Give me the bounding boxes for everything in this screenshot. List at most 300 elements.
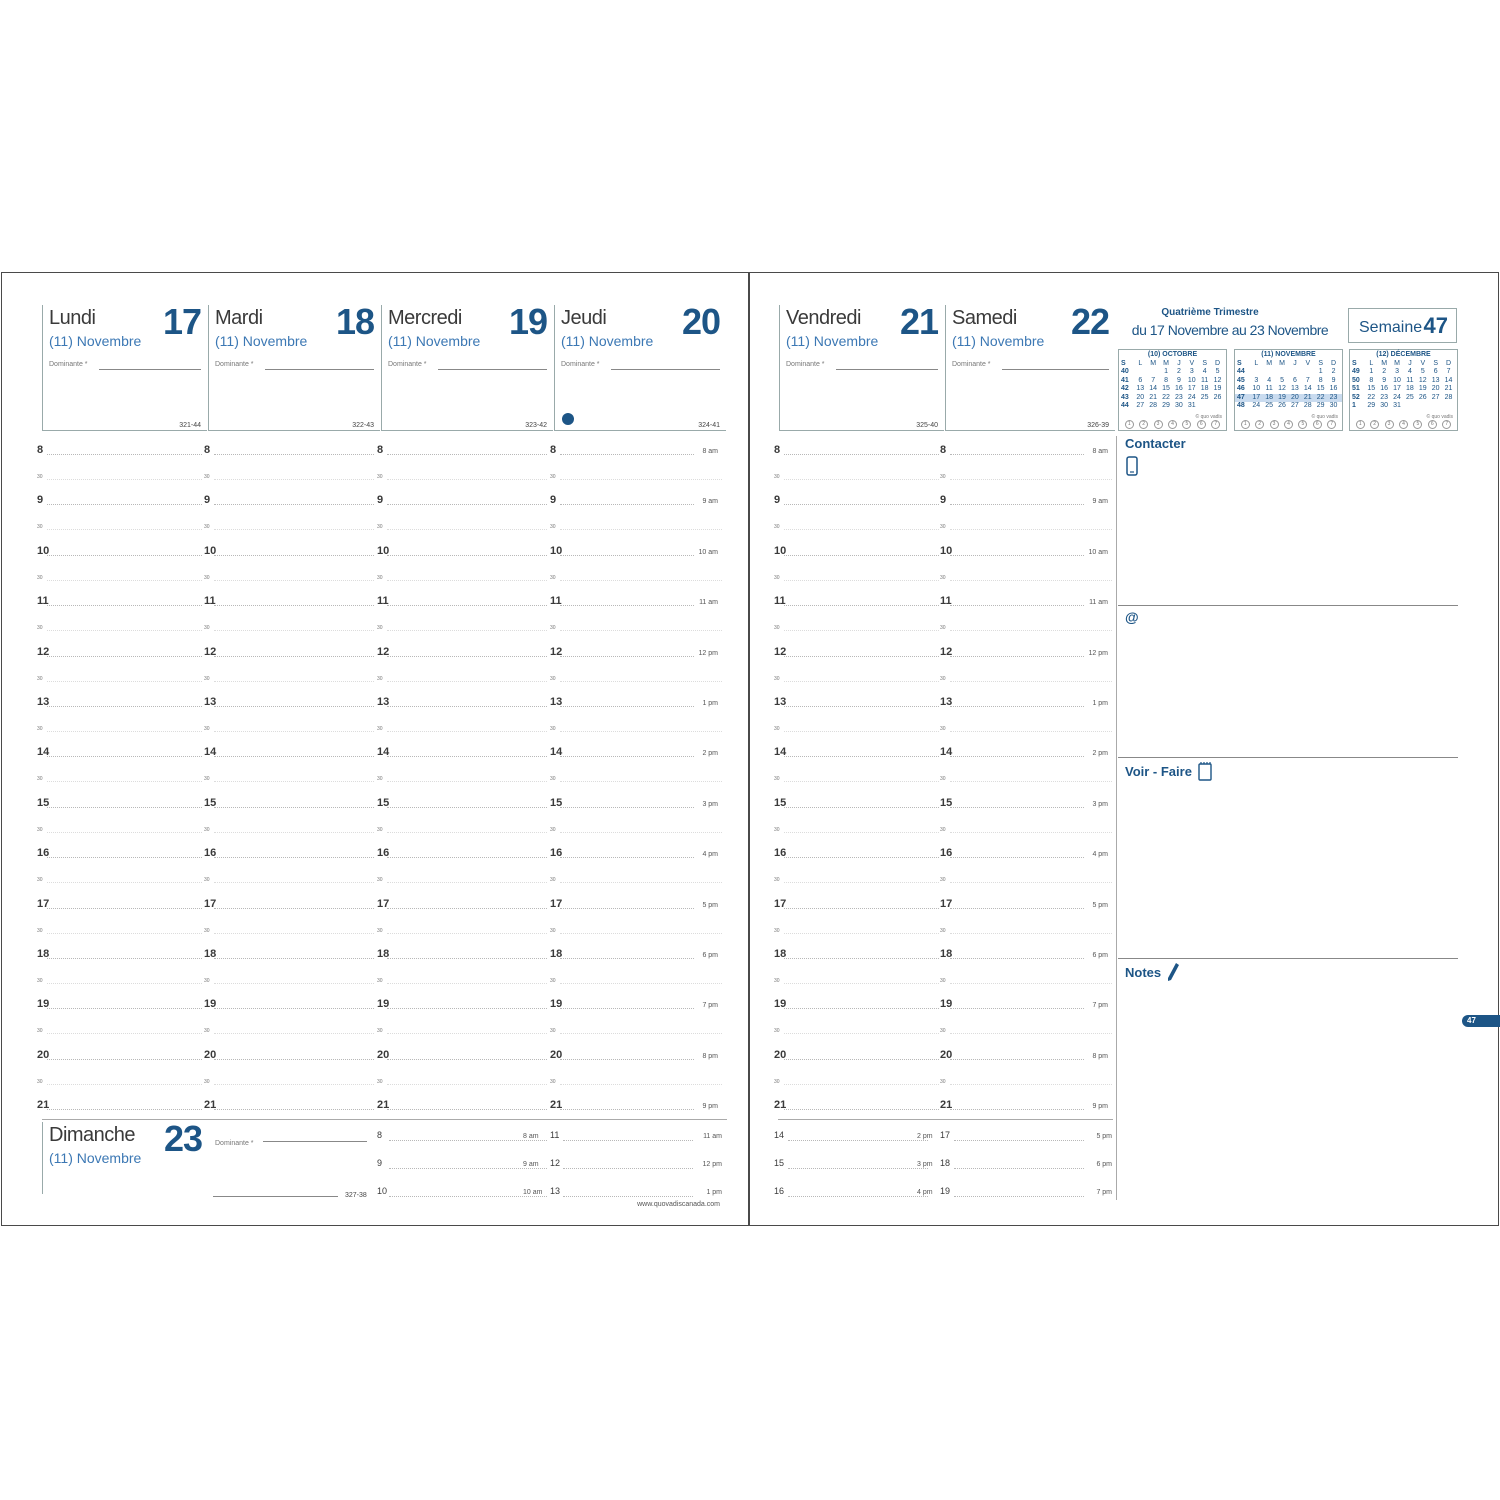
half-hour-line[interactable] bbox=[47, 529, 202, 530]
half-hour-label: 30 bbox=[550, 574, 556, 581]
hour-line[interactable] bbox=[47, 1008, 202, 1009]
weekday-label: M bbox=[1381, 360, 1388, 367]
half-hour-line[interactable] bbox=[950, 781, 1112, 782]
half-hour-line[interactable] bbox=[47, 933, 202, 934]
extra-line[interactable] bbox=[788, 1168, 928, 1169]
mini-calendar-day: 2 bbox=[1331, 368, 1336, 376]
half-hour-line[interactable] bbox=[950, 681, 1112, 682]
hour-line[interactable] bbox=[560, 605, 694, 606]
ampm-label: 7 pm bbox=[1092, 1002, 1108, 1010]
hour-line[interactable] bbox=[560, 1008, 694, 1009]
hour-line[interactable] bbox=[784, 454, 939, 455]
hour-label: 17 bbox=[204, 897, 217, 910]
hour-line[interactable] bbox=[47, 555, 202, 556]
half-hour-line[interactable] bbox=[214, 1033, 374, 1034]
hour-label: 12 bbox=[774, 645, 787, 658]
half-hour-line[interactable] bbox=[387, 479, 547, 480]
hour-label: 8 bbox=[204, 444, 211, 456]
extra-slot bbox=[774, 1186, 1112, 1202]
hour-line[interactable] bbox=[950, 706, 1084, 707]
dominante-line bbox=[836, 369, 938, 370]
hour-line[interactable] bbox=[560, 1059, 694, 1060]
hour-line[interactable] bbox=[387, 958, 547, 959]
half-hour-line[interactable] bbox=[950, 983, 1112, 984]
mini-calendar-day: 23 bbox=[1380, 393, 1389, 401]
hour-line[interactable] bbox=[387, 857, 547, 858]
mini-calendar-day: 15 bbox=[1162, 385, 1170, 393]
mini-calendar-day bbox=[1416, 402, 1429, 410]
half-hour-line[interactable] bbox=[784, 1084, 939, 1085]
mini-calendar-day: 50 bbox=[1352, 376, 1360, 384]
half-hour-line[interactable] bbox=[214, 983, 374, 984]
hour-line[interactable] bbox=[387, 807, 547, 808]
hour-line[interactable] bbox=[47, 656, 202, 657]
extra-ampm: 3 pm bbox=[917, 1161, 933, 1168]
mini-calendar-day: 7 bbox=[1305, 376, 1310, 384]
mini-calendar-day: 29 bbox=[1162, 402, 1170, 410]
half-hour-line[interactable] bbox=[950, 529, 1112, 530]
mini-calendar-day: 20 bbox=[1136, 393, 1145, 401]
notepad-icon bbox=[1197, 761, 1213, 781]
half-hour-line[interactable] bbox=[214, 933, 374, 934]
half-hour-line[interactable] bbox=[560, 580, 722, 581]
mini-calendar-day: 30 bbox=[1175, 402, 1183, 410]
hour-label: 15 bbox=[37, 796, 50, 809]
hour-line[interactable] bbox=[950, 656, 1084, 657]
ampm-label: 3 pm bbox=[1092, 800, 1108, 808]
mini-calendar-credit: © quo vadis bbox=[1311, 414, 1338, 420]
hour-label: 15 bbox=[550, 796, 563, 809]
half-hour-line[interactable] bbox=[387, 781, 547, 782]
hour-line[interactable] bbox=[214, 706, 374, 707]
day-code: 325-40 bbox=[916, 422, 938, 429]
sunday-hour: 12 bbox=[550, 1158, 561, 1168]
half-hour-line[interactable] bbox=[784, 983, 939, 984]
hour-line[interactable] bbox=[47, 1109, 202, 1110]
hour-line[interactable] bbox=[784, 857, 939, 858]
half-hour-line[interactable] bbox=[950, 933, 1112, 934]
ampm-label: 11 am bbox=[699, 599, 718, 607]
half-hour-label: 30 bbox=[550, 877, 556, 884]
half-hour-line[interactable] bbox=[560, 731, 722, 732]
mini-calendar-day: 27 bbox=[1136, 402, 1145, 410]
hour-line[interactable] bbox=[784, 504, 939, 505]
hour-line[interactable] bbox=[950, 1059, 1084, 1060]
mini-calendar-day: 31 bbox=[1187, 402, 1196, 410]
extra-line[interactable] bbox=[954, 1140, 1084, 1141]
half-hour-line[interactable] bbox=[950, 630, 1112, 631]
hour-line[interactable] bbox=[47, 504, 202, 505]
half-hour-label: 30 bbox=[774, 927, 780, 934]
hour-line[interactable] bbox=[387, 605, 547, 606]
half-hour-line[interactable] bbox=[47, 731, 202, 732]
hour-line[interactable] bbox=[560, 454, 694, 455]
hour-line[interactable] bbox=[214, 756, 374, 757]
hour-line[interactable] bbox=[214, 958, 374, 959]
weekday-label: M bbox=[1279, 360, 1285, 367]
hour-line[interactable] bbox=[560, 706, 694, 707]
hour-label: 11 bbox=[550, 595, 562, 608]
hour-label: 14 bbox=[774, 746, 787, 759]
dominante-label: Dominante * bbox=[49, 361, 88, 368]
half-hour-label: 30 bbox=[37, 927, 43, 934]
hour-line[interactable] bbox=[387, 706, 547, 707]
half-hour-line[interactable] bbox=[47, 781, 202, 782]
half-hour-line[interactable] bbox=[214, 580, 374, 581]
half-hour-line[interactable] bbox=[560, 479, 722, 480]
half-hour-line[interactable] bbox=[784, 832, 939, 833]
half-hour-label: 30 bbox=[37, 776, 43, 783]
hour-line[interactable] bbox=[47, 807, 202, 808]
mini-calendar-day: 8 bbox=[1318, 376, 1323, 384]
day-name: Mercredi bbox=[388, 307, 462, 329]
weekday-label: V bbox=[1189, 360, 1195, 367]
half-hour-line[interactable] bbox=[784, 731, 939, 732]
day-number: 22 bbox=[1070, 301, 1109, 342]
half-hour-label: 30 bbox=[550, 675, 556, 682]
sunday-slot bbox=[377, 1158, 722, 1174]
hour-line[interactable] bbox=[950, 908, 1084, 909]
mini-calendar-day: 29 bbox=[1316, 402, 1325, 410]
hour-line[interactable] bbox=[214, 454, 374, 455]
day-code: 322-43 bbox=[352, 422, 374, 429]
half-hour-line[interactable] bbox=[560, 630, 722, 631]
hour-line[interactable] bbox=[387, 656, 547, 657]
hour-line[interactable] bbox=[47, 857, 202, 858]
half-hour-line[interactable] bbox=[387, 580, 547, 581]
half-hour-line[interactable] bbox=[950, 1084, 1112, 1085]
weekday-label: J bbox=[1293, 360, 1297, 367]
half-hour-label: 30 bbox=[550, 826, 556, 833]
hour-label: 11 bbox=[940, 595, 952, 608]
half-hour-line[interactable] bbox=[214, 832, 374, 833]
half-hour-line[interactable] bbox=[560, 681, 722, 682]
mini-calendar-day: 14 bbox=[1149, 385, 1158, 393]
day-number: 21 bbox=[899, 301, 938, 342]
day-circle: 2 bbox=[1370, 420, 1379, 429]
hour-line[interactable] bbox=[47, 605, 202, 606]
half-hour-line[interactable] bbox=[214, 529, 374, 530]
half-hour-label: 30 bbox=[377, 826, 383, 833]
half-hour-label: 30 bbox=[377, 776, 383, 783]
sunday-line[interactable] bbox=[389, 1140, 547, 1141]
dominante-line bbox=[265, 369, 374, 370]
half-hour-line[interactable] bbox=[784, 781, 939, 782]
hour-line[interactable] bbox=[387, 454, 547, 455]
half-hour-line[interactable] bbox=[214, 731, 374, 732]
mini-calendar-day: 1 bbox=[1369, 368, 1374, 376]
week-label: Semaine bbox=[1359, 319, 1423, 336]
half-hour-line[interactable] bbox=[214, 479, 374, 480]
half-hour-line[interactable] bbox=[784, 882, 939, 883]
mini-calendar-day: 41 bbox=[1121, 376, 1129, 384]
dominante-label: Dominante * bbox=[786, 361, 825, 368]
half-hour-line[interactable] bbox=[784, 479, 939, 480]
half-hour-line[interactable] bbox=[784, 681, 939, 682]
hour-line[interactable] bbox=[784, 1059, 939, 1060]
day-circle: 4 bbox=[1168, 420, 1177, 429]
half-hour-label: 30 bbox=[204, 877, 210, 884]
hour-label: 16 bbox=[204, 847, 217, 860]
extra-line[interactable] bbox=[788, 1140, 928, 1141]
half-hour-line[interactable] bbox=[387, 1084, 547, 1085]
hour-label: 18 bbox=[774, 948, 787, 960]
hour-line[interactable] bbox=[214, 857, 374, 858]
extra-line[interactable] bbox=[954, 1168, 1084, 1169]
half-hour-line[interactable] bbox=[950, 479, 1112, 480]
half-hour-line[interactable] bbox=[560, 983, 722, 984]
hour-line[interactable] bbox=[784, 555, 939, 556]
sunday-line[interactable] bbox=[389, 1168, 547, 1169]
sunday-dominante-line-2 bbox=[213, 1196, 338, 1197]
half-hour-line[interactable] bbox=[560, 882, 722, 883]
half-hour-line[interactable] bbox=[47, 882, 202, 883]
hour-line[interactable] bbox=[950, 1109, 1084, 1110]
hour-line[interactable] bbox=[950, 807, 1084, 808]
day-circle: 2 bbox=[1255, 420, 1264, 429]
sunday-ampm: 9 am bbox=[523, 1161, 539, 1168]
mini-calendar-title: (11) NOVEMBRE bbox=[1261, 351, 1316, 358]
hour-line[interactable] bbox=[387, 555, 547, 556]
half-hour-line[interactable] bbox=[387, 630, 547, 631]
half-hour-line[interactable] bbox=[784, 580, 939, 581]
half-hour-line[interactable] bbox=[560, 529, 722, 530]
hour-label: 19 bbox=[37, 998, 50, 1011]
half-hour-line[interactable] bbox=[214, 630, 374, 631]
mini-calendar-week bbox=[1119, 368, 1226, 376]
hour-line[interactable] bbox=[784, 656, 939, 657]
mini-calendar-day bbox=[1429, 402, 1442, 410]
day-header bbox=[208, 301, 380, 431]
half-hour-line[interactable] bbox=[784, 630, 939, 631]
hour-label: 9 bbox=[940, 494, 947, 507]
half-hour-line[interactable] bbox=[47, 630, 202, 631]
extra-line[interactable] bbox=[788, 1196, 928, 1197]
day-header bbox=[381, 301, 553, 431]
hour-line[interactable] bbox=[950, 756, 1084, 757]
hour-line[interactable] bbox=[950, 1008, 1084, 1009]
mini-calendar-day: 46 bbox=[1237, 385, 1245, 393]
day-circle: 5 bbox=[1413, 420, 1422, 429]
half-hour-line[interactable] bbox=[387, 529, 547, 530]
half-hour-label: 30 bbox=[940, 625, 946, 632]
mini-calendar-day: 48 bbox=[1237, 402, 1245, 410]
hour-label: 20 bbox=[37, 1048, 50, 1061]
sunday-hour: 10 bbox=[377, 1186, 388, 1196]
half-hour-label: 30 bbox=[774, 1028, 780, 1035]
hour-line[interactable] bbox=[784, 958, 939, 959]
half-hour-line[interactable] bbox=[950, 832, 1112, 833]
half-hour-line[interactable] bbox=[47, 580, 202, 581]
hour-line[interactable] bbox=[214, 555, 374, 556]
mini-calendar-day: 44 bbox=[1121, 402, 1129, 410]
ampm-label: 10 am bbox=[698, 548, 718, 556]
hour-line[interactable] bbox=[560, 555, 694, 556]
day-month: (11) Novembre bbox=[215, 333, 308, 349]
hour-line[interactable] bbox=[214, 605, 374, 606]
half-hour-line[interactable] bbox=[784, 1033, 939, 1034]
sunday-ampm: 11 am bbox=[703, 1133, 722, 1140]
half-hour-line[interactable] bbox=[47, 1084, 202, 1085]
mini-calendar-title: (10) OCTOBRE bbox=[1147, 351, 1198, 358]
sunday-line[interactable] bbox=[563, 1196, 693, 1197]
half-hour-line[interactable] bbox=[214, 681, 374, 682]
hour-line[interactable] bbox=[214, 1109, 374, 1110]
hour-line[interactable] bbox=[47, 958, 202, 959]
hour-line[interactable] bbox=[560, 756, 694, 757]
half-hour-label: 30 bbox=[774, 574, 780, 581]
hour-label: 17 bbox=[37, 897, 50, 910]
hour-line[interactable] bbox=[950, 857, 1084, 858]
half-hour-line[interactable] bbox=[47, 983, 202, 984]
half-hour-line[interactable] bbox=[387, 681, 547, 682]
mini-calendar-day bbox=[1289, 368, 1302, 376]
half-hour-line[interactable] bbox=[560, 933, 722, 934]
quarter-title: Quatrième Trimestre bbox=[1161, 307, 1259, 318]
half-hour-label: 30 bbox=[940, 726, 946, 732]
half-hour-line[interactable] bbox=[47, 1033, 202, 1034]
hour-label: 8 bbox=[377, 444, 384, 456]
half-hour-line[interactable] bbox=[214, 781, 374, 782]
mini-calendar-day: 7 bbox=[1151, 376, 1156, 384]
hour-line[interactable] bbox=[214, 504, 374, 505]
hour-line[interactable] bbox=[214, 1008, 374, 1009]
mini-calendar-day: 13 bbox=[1136, 385, 1145, 393]
half-hour-line[interactable] bbox=[560, 1033, 722, 1034]
hour-line[interactable] bbox=[950, 504, 1084, 505]
bottom-divider-left bbox=[42, 1119, 727, 1120]
half-hour-line[interactable] bbox=[950, 1033, 1112, 1034]
hour-line[interactable] bbox=[560, 807, 694, 808]
mini-calendar-day: 5 bbox=[1280, 376, 1285, 384]
hour-line[interactable] bbox=[47, 908, 202, 909]
hour-line[interactable] bbox=[387, 1109, 547, 1110]
half-hour-label: 30 bbox=[377, 574, 383, 581]
hour-label: 16 bbox=[940, 847, 953, 860]
half-hour-line[interactable] bbox=[950, 580, 1112, 581]
half-hour-line[interactable] bbox=[47, 681, 202, 682]
half-hour-line[interactable] bbox=[214, 882, 374, 883]
mini-calendar-day: 9 bbox=[1176, 376, 1181, 384]
mini-calendar-day: 10 bbox=[1393, 376, 1401, 384]
half-hour-line[interactable] bbox=[950, 882, 1112, 883]
half-hour-line[interactable] bbox=[950, 731, 1112, 732]
sunday-line[interactable] bbox=[563, 1140, 693, 1141]
hour-line[interactable] bbox=[560, 1109, 694, 1110]
mini-calendar-credit: © quo vadis bbox=[1195, 414, 1222, 420]
hour-line[interactable] bbox=[560, 656, 694, 657]
weekday-label: M bbox=[1266, 360, 1273, 367]
sunday-line[interactable] bbox=[563, 1168, 693, 1169]
half-hour-line[interactable] bbox=[387, 731, 547, 732]
half-hour-line[interactable] bbox=[214, 1084, 374, 1085]
extra-line[interactable] bbox=[954, 1196, 1084, 1197]
hour-line[interactable] bbox=[784, 706, 939, 707]
half-hour-line[interactable] bbox=[387, 983, 547, 984]
half-hour-label: 30 bbox=[204, 1028, 210, 1035]
hour-line[interactable] bbox=[47, 454, 202, 455]
hour-line[interactable] bbox=[560, 908, 694, 909]
half-hour-line[interactable] bbox=[387, 1033, 547, 1034]
mini-calendar-day: 5 bbox=[1215, 368, 1220, 376]
hour-line[interactable] bbox=[560, 857, 694, 858]
half-hour-label: 30 bbox=[550, 1078, 556, 1085]
hour-line[interactable] bbox=[387, 756, 547, 757]
hour-label: 13 bbox=[774, 696, 787, 708]
hour-label: 14 bbox=[940, 746, 953, 759]
hour-line[interactable] bbox=[784, 1109, 939, 1110]
hour-line[interactable] bbox=[784, 807, 939, 808]
hour-line[interactable] bbox=[387, 1008, 547, 1009]
half-hour-line[interactable] bbox=[387, 832, 547, 833]
hour-line[interactable] bbox=[560, 958, 694, 959]
day-circles bbox=[1119, 420, 1226, 429]
half-hour-line[interactable] bbox=[387, 882, 547, 883]
hour-line[interactable] bbox=[784, 605, 939, 606]
hour-line[interactable] bbox=[560, 504, 694, 505]
half-hour-line[interactable] bbox=[560, 832, 722, 833]
half-hour-line[interactable] bbox=[387, 933, 547, 934]
hour-line[interactable] bbox=[214, 656, 374, 657]
hour-label: 19 bbox=[377, 998, 390, 1011]
hour-line[interactable] bbox=[387, 908, 547, 909]
sunday-slot bbox=[377, 1186, 722, 1202]
hour-line[interactable] bbox=[950, 605, 1084, 606]
half-hour-line[interactable] bbox=[47, 479, 202, 480]
hour-line[interactable] bbox=[214, 807, 374, 808]
mini-calendar-day: 6 bbox=[1433, 368, 1438, 376]
hour-line[interactable] bbox=[47, 706, 202, 707]
half-hour-label: 30 bbox=[37, 826, 43, 833]
hour-line[interactable] bbox=[47, 1059, 202, 1060]
hour-line[interactable] bbox=[950, 958, 1084, 959]
mini-calendar-day bbox=[1442, 402, 1455, 410]
half-hour-line[interactable] bbox=[47, 832, 202, 833]
ampm-label: 9 am bbox=[702, 498, 718, 506]
half-hour-line[interactable] bbox=[784, 529, 939, 530]
mini-calendar-day: 19 bbox=[1418, 385, 1427, 393]
half-hour-line[interactable] bbox=[560, 1084, 722, 1085]
hour-label: 9 bbox=[204, 494, 211, 507]
mini-calendar-day: 18 bbox=[1265, 393, 1274, 401]
half-hour-label: 30 bbox=[37, 877, 43, 884]
hour-line[interactable] bbox=[387, 1059, 547, 1060]
hour-line[interactable] bbox=[784, 1008, 939, 1009]
hour-line[interactable] bbox=[387, 504, 547, 505]
hour-line[interactable] bbox=[214, 1059, 374, 1060]
contacter-heading: Contacter bbox=[1125, 436, 1186, 451]
half-hour-line[interactable] bbox=[784, 933, 939, 934]
hour-label: 9 bbox=[774, 494, 781, 507]
half-hour-line[interactable] bbox=[560, 781, 722, 782]
mini-calendar-day: 22 bbox=[1367, 393, 1376, 401]
hour-label: 13 bbox=[940, 696, 953, 708]
hour-line[interactable] bbox=[784, 908, 939, 909]
hour-line[interactable] bbox=[784, 756, 939, 757]
half-hour-label: 30 bbox=[550, 726, 556, 732]
day-header bbox=[779, 301, 944, 431]
hour-line[interactable] bbox=[950, 555, 1084, 556]
hour-line[interactable] bbox=[214, 908, 374, 909]
sunday-line[interactable] bbox=[389, 1196, 547, 1197]
mini-calendar-head bbox=[1350, 360, 1457, 368]
mini-calendar-day: 43 bbox=[1121, 393, 1129, 401]
hour-line[interactable] bbox=[950, 454, 1084, 455]
mini-calendar-day: 42 bbox=[1121, 385, 1129, 393]
mini-calendar-day: 51 bbox=[1352, 385, 1360, 393]
hour-line[interactable] bbox=[47, 756, 202, 757]
day-number: 19 bbox=[508, 301, 547, 342]
